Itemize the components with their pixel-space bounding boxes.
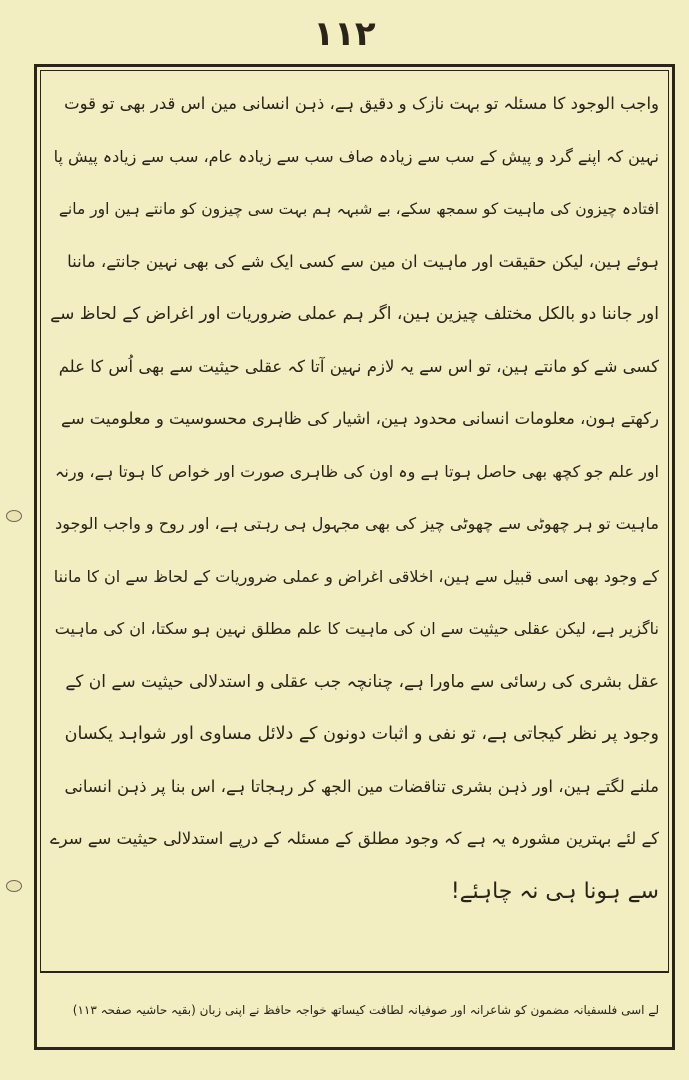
footnote: لے اسی فلسفیانہ مضمون کو شاعرانہ اور صوفیانہ لطافت کیساتھ خواجہ حافظ نے اپنی زبان (بقیہ حاشیہ صفحہ ١١٣) [72, 1003, 659, 1017]
body-text [50, 78, 659, 918]
text-line: رکھتے ہون، معلومات انسانی محدود ہین، اشیار کی ظاہری محسوسیت و معلومیت سے [61, 409, 659, 428]
text-line: سے ہونا ہی نہ چاہئے! [450, 878, 659, 904]
footnote-divider [40, 972, 669, 973]
text-line: اور علم جو کچھ بھی حاصل ہوتا ہے وہ اون کی ظاہری صورت اور خواص کا ہوتا ہے، ورنہ [55, 461, 659, 481]
text-line: ملنے لگتے ہین، اور ذہن بشری تناقضات مین الجھ کر رہجاتا ہے، اس بنا پر ذہن انسانی [64, 776, 659, 796]
page-number: ١١٢ [313, 14, 376, 54]
text-line: وجود پر نظر کیجاتی ہے، تو نفی و اثبات دونون کے دلائل مساوی اور شواہد یکسان [64, 724, 659, 744]
text-line: کسی شے کو مانتے ہین، تو اس سے یہ لازم نہین آتا کہ عقلی حیثیت سے بھی اُس کا علم [58, 356, 659, 376]
binding-hole [6, 510, 22, 522]
text-line: اور جاننا دو بالکل مختلف چیزین ہین، اگر ہم عملی ضروریات اور اغراض کے لحاظ سے [50, 304, 659, 324]
text-line: ماہیت تو ہر چھوٹی سے چھوٹی چیز کی بھی مجہول ہی رہتی ہے، اور روح و واجب الوجود [55, 514, 659, 533]
text-line: ہوئے ہین، لیکن حقیقت اور ماہیت ان مین سے کسی ایک شے کی بھی نہین جانتے، ماننا [67, 251, 659, 271]
text-line: واجب الوجود کا مسئلہ تو بہت نازک و دقیق ہے، ذہن انسانی مین اس قدر بھی تو قوت [64, 94, 659, 113]
text-line: عقل بشری کی رسائی سے ماورا ہے، چنانچہ جب عقلی و استدلالی حیثیت سے ان کے [65, 671, 659, 692]
text-line: کے وجود بھی اسی قبیل سے ہین، اخلاقی اغراض و عملی ضروریات کے لحاظ سے ان کا ماننا [53, 566, 659, 586]
text-line: کے لئے بہترین مشورہ یہ ہے کہ وجود مطلق کے مسئلہ کے درپے استدلالی حیثیت سے سرے [50, 829, 659, 848]
text-line: نہین کہ اپنے گرد و پیش کے سب سے زیادہ صاف سب سے زیادہ عام، سب سے زیادہ پیش پا [53, 146, 659, 166]
text-line: افتادہ چیزون کی ماہیت کو سمجھ سکے، بے شبہہ ہم بہت سی چیزون کو مانتے ہین اور مانے [58, 200, 659, 218]
binding-hole [6, 880, 22, 892]
text-line: ناگزیر ہے، لیکن عقلی حیثیت سے ان کی ماہیت کا علم مطلق نہین ہو سکتا، ان کی ماہیت [54, 619, 659, 638]
